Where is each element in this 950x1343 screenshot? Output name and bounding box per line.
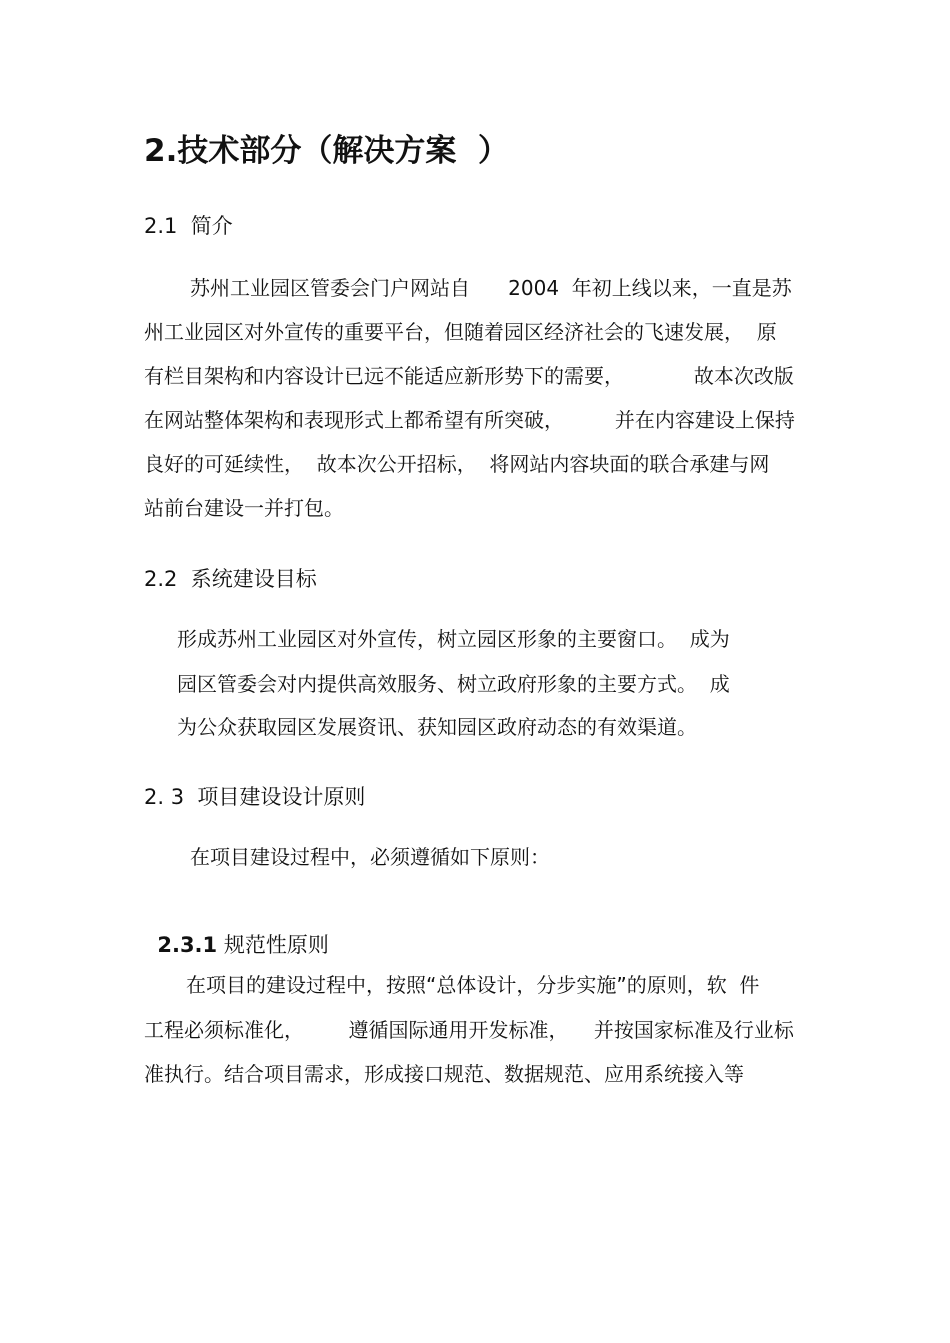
paragraph-line: 有栏目架构和内容设计已远不能适应新形势下的需要， 故本次改版 [144,364,794,388]
paragraph-line: 在网站整体架构和表现形式上都希望有所突破， 并在内容建设上保持 [144,408,795,432]
paragraph-line: 站前台建设一并打包。 [144,496,344,520]
section-2-3-heading: 2. 3 项目建设设计原则 [144,785,366,809]
paragraph-line: 形成苏州工业园区对外宣传，树立园区形象的主要窗口。 成为 [177,627,730,651]
section-2-3-1-heading [144,914,329,956]
section-2-1-heading: 2.1 简介 [144,214,233,238]
section-title: 规范性原则 [217,933,329,957]
paragraph-line: 苏州工业园区管委会门户网站自 2004 年初上线以来，一直是苏 [190,276,792,300]
paragraph-line: 良好的可延续性， 故本次公开招标， 将网站内容块面的联合承建与网 [144,452,770,476]
section-2-3-intro: 在项目建设过程中，必须遵循如下原则： [190,845,550,869]
paragraph-line: 园区管委会对内提供高效服务、树立政府形象的主要方式。 成 [177,672,730,696]
paragraph-line: 工程必须标准化， 遵循国际通用开发标准， 并按国家标准及行业标 [144,1018,794,1042]
section-number: 2.3.1 [157,933,218,957]
section-2-2-heading: 2.2 系统建设目标 [144,567,317,591]
paragraph-line: 准执行。结合项目需求，形成接口规范、数据规范、应用系统接入等 [144,1062,744,1086]
paragraph-line: 在项目的建设过程中，按照“总体设计，分步实施”的原则，软 件 [186,973,760,997]
paragraph-line: 为公众获取园区发展资讯、获知园区政府动态的有效渠道。 [177,715,697,739]
page-title: 2.技术部分（解决方案 ） [144,133,509,169]
paragraph-line: 州工业园区对外宣传的重要平台，但随着园区经济社会的飞速发展， 原 [144,320,777,344]
